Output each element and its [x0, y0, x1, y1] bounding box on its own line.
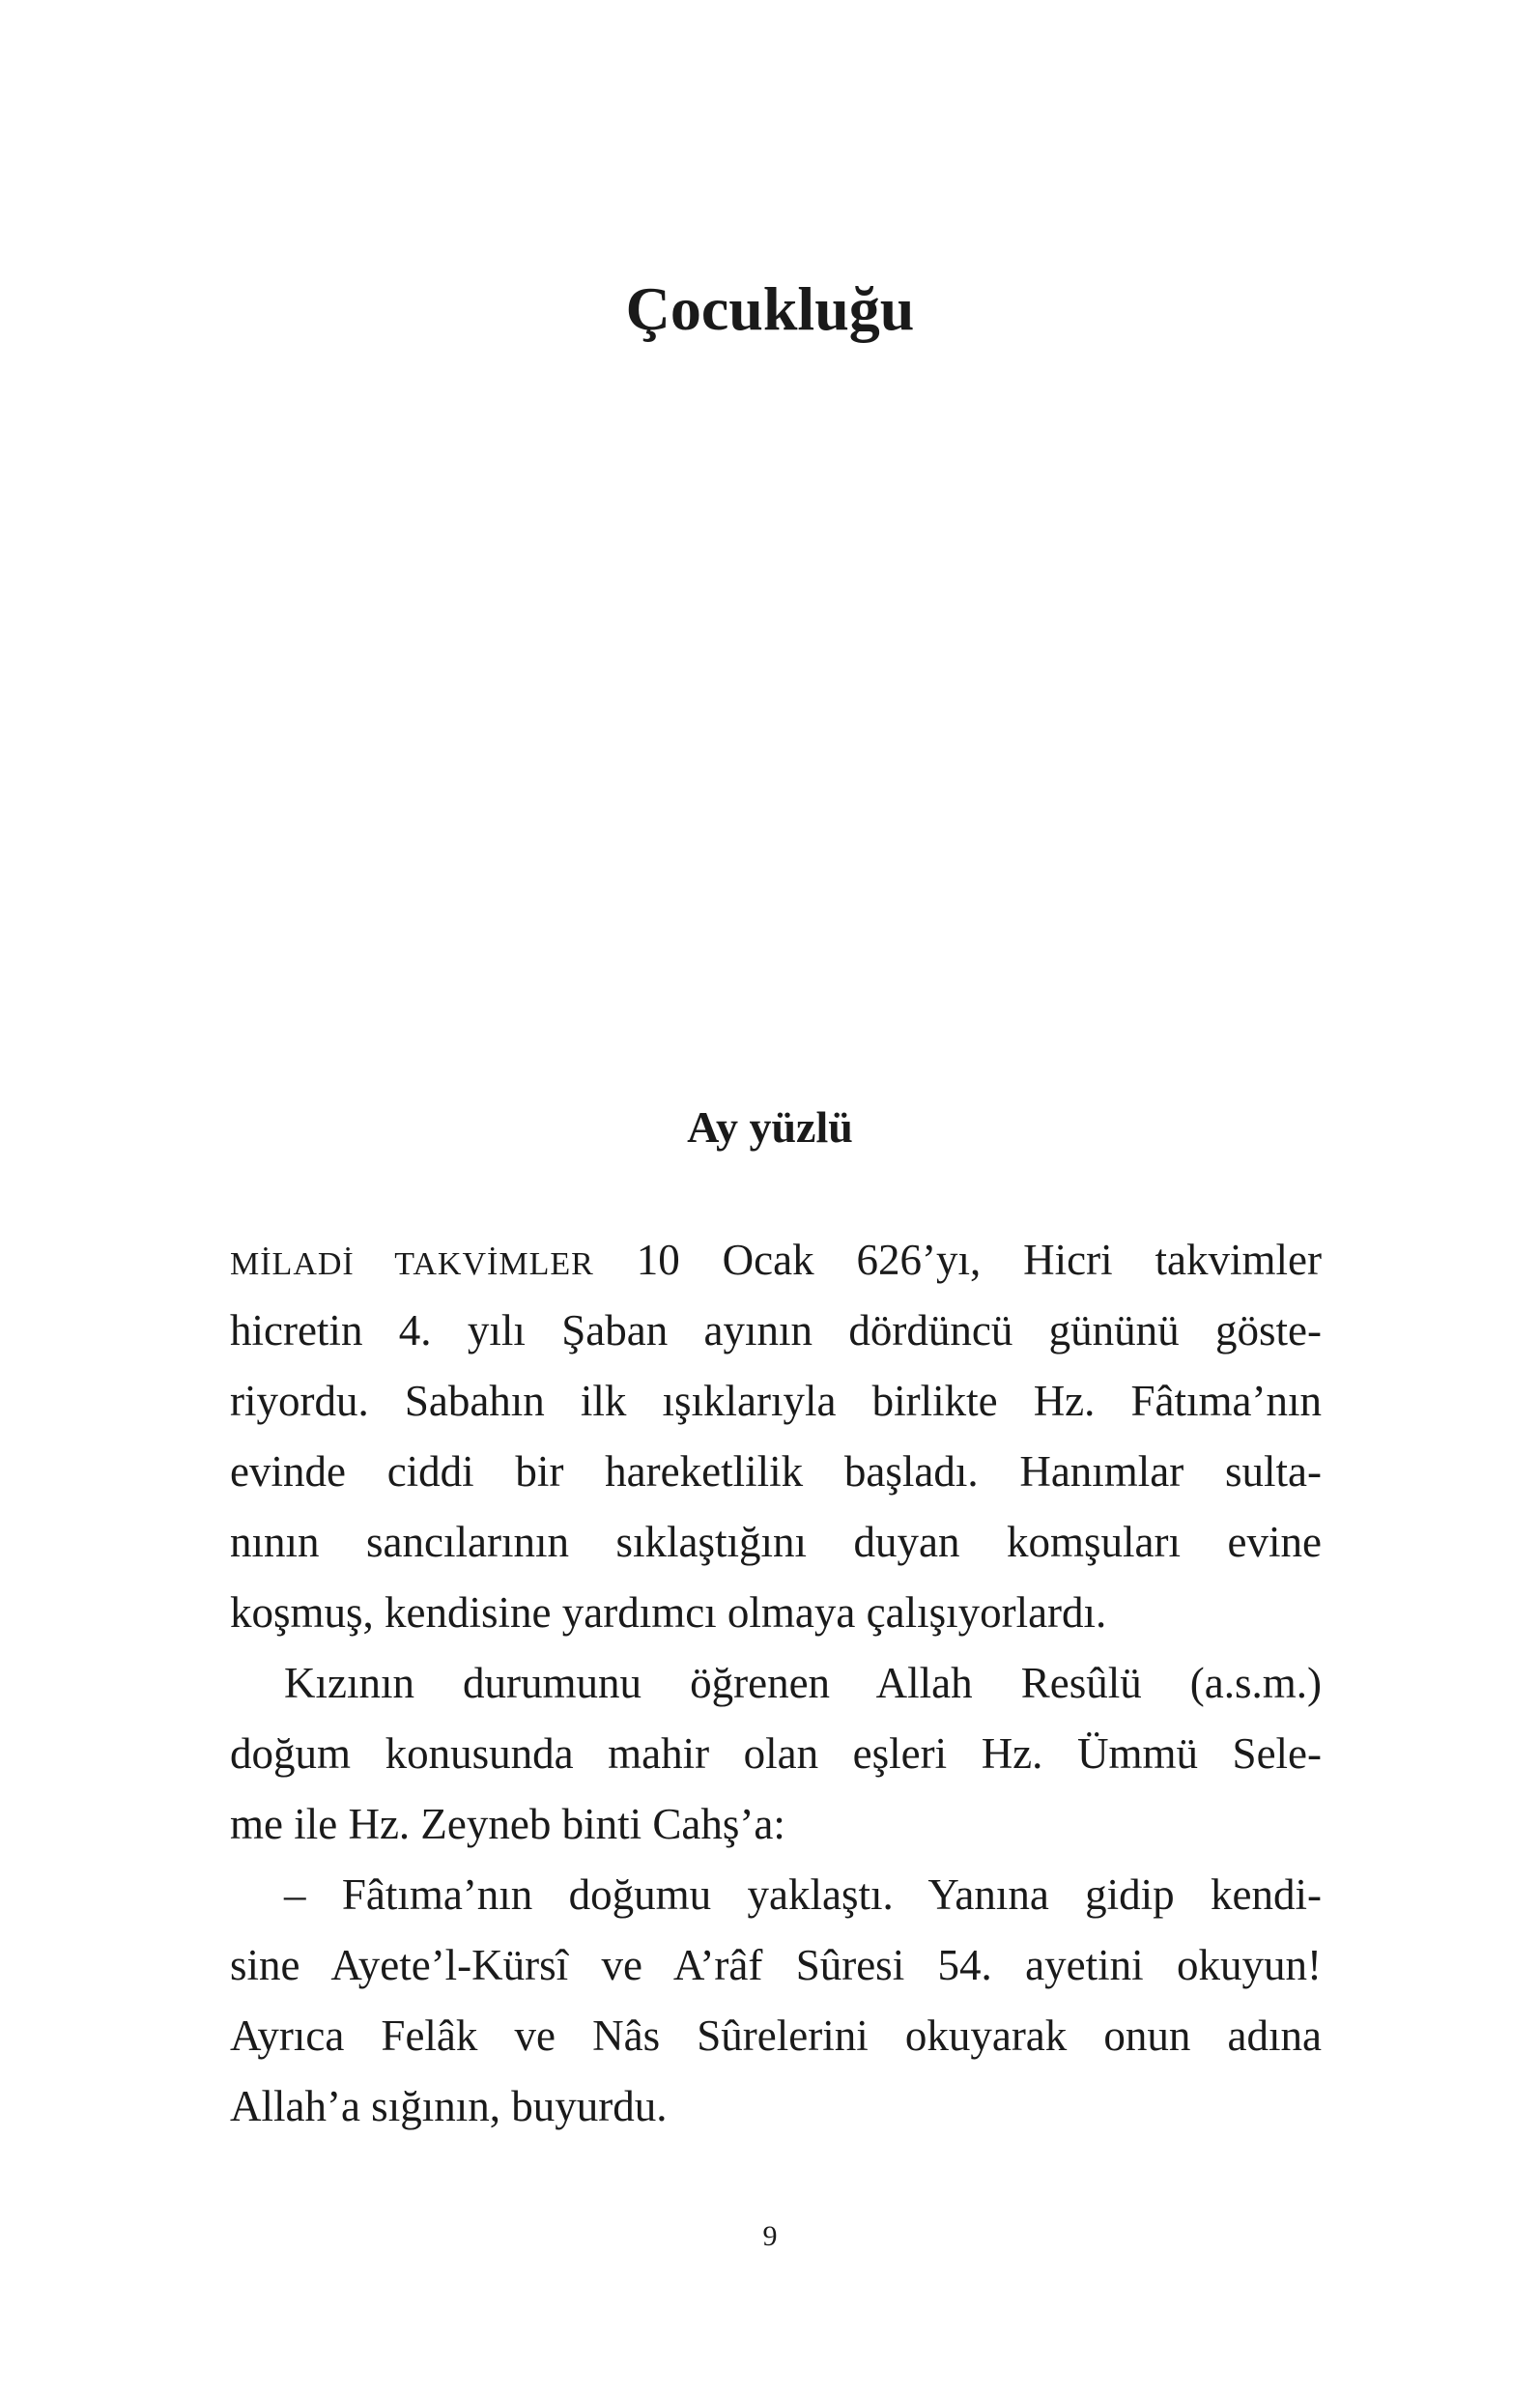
paragraph-line: koşmuş, kendisine yardımcı olmaya çalışıyorlardı. — [230, 1588, 1107, 1637]
lead-in-smallcaps: MİLADİ TAKVİMLER — [230, 1246, 594, 1282]
paragraph-line: doğum konusunda mahir olan eşleri Hz. Ümmü Sele- — [230, 1729, 1322, 1778]
paragraph-line — [230, 1225, 1322, 1296]
paragraph-line: – Fâtıma’nın doğumu yaklaştı. Yanına gidip kendi- — [284, 1870, 1322, 1919]
body-text — [230, 1225, 1322, 2142]
paragraph-line: nının sancılarının sıklaştığını duyan komşuları evine — [230, 1518, 1322, 1566]
paragraph-line: evinde ciddi bir hareketlilik başladı. Hanımlar sulta- — [230, 1447, 1322, 1496]
paragraph-line: Ayrıca Felâk ve Nâs Sûrelerini okuyarak onun adına — [230, 2011, 1322, 2060]
paragraph-line: hicretin 4. yılı Şaban ayının dördüncü gününü göste- — [230, 1306, 1322, 1355]
paragraph-line: sine Ayete’l-Kürsî ve A’râf Sûresi 54. ayetini okuyun! — [230, 1941, 1322, 1989]
page-number: 9 — [762, 2220, 778, 2252]
section-title: Ay yüzlü — [687, 1102, 853, 1152]
paragraph-line: Kızının durumunu öğrenen Allah Resûlü (a.s.m.) — [284, 1659, 1322, 1707]
paragraph-line: Allah’a sığının, buyurdu. — [230, 2082, 668, 2130]
chapter-title: Çocukluğu — [625, 274, 915, 343]
paragraph-line: me ile Hz. Zeyneb binti Cahş’a: — [230, 1800, 785, 1848]
paragraph-line: riyordu. Sabahın ilk ışıklarıyla birlikte Hz. Fâtıma’nın — [230, 1377, 1322, 1425]
paragraph-line-text: 10 Ocak 626’yı, Hicri takvimler — [593, 1236, 1322, 1284]
